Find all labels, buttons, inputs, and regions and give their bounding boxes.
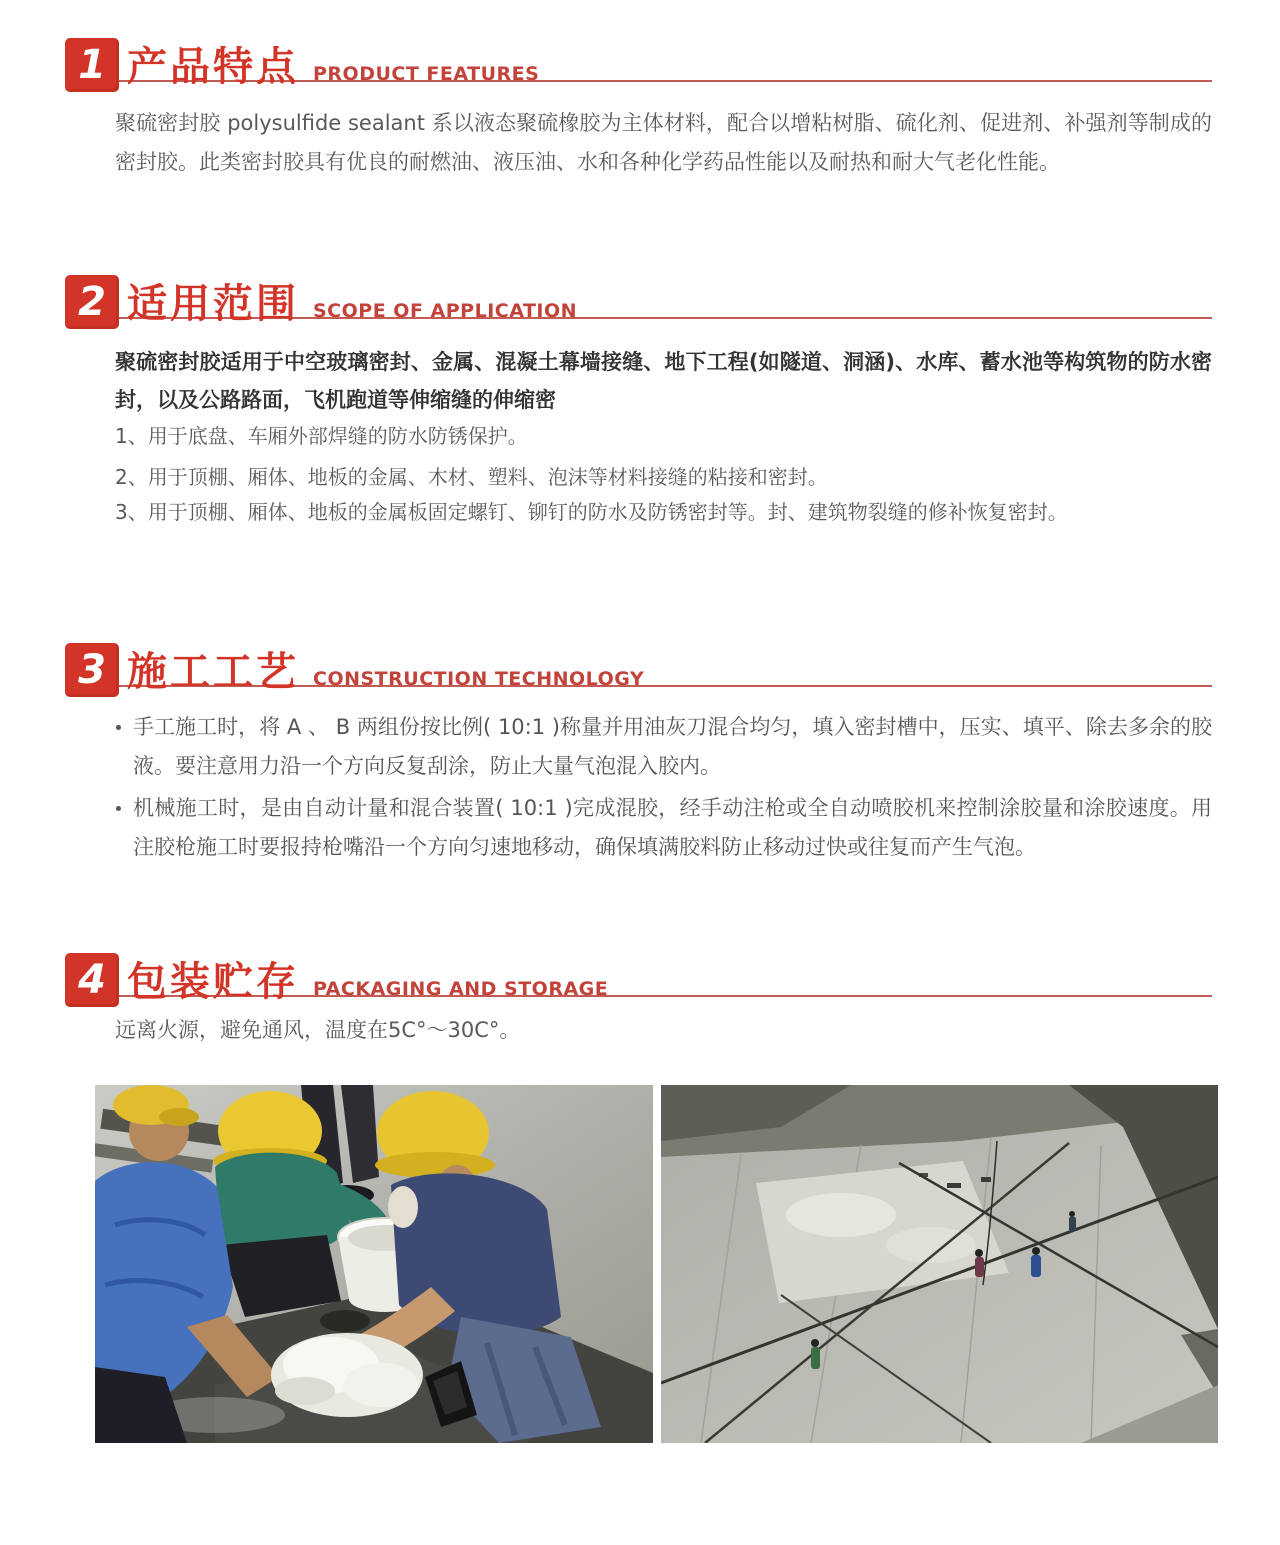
section-title-en: PRODUCT FEATURES xyxy=(313,63,540,85)
construction-bullet: 手工施工时，将 A 、 B 两组份按比例( 10:1 )称量并用油灰刀混合均匀，填入密封槽中，压实、填平、除去多余的胶液。要注意用力沿一个方向反复刮涂，防止大量气泡混入胶内。 xyxy=(133,708,1212,786)
scope-lead-paragraph: 聚硫密封胶适用于中空玻璃密封、金属、混凝土幕墙接缝、地下工程(如隧道、洞涵)、水库、蓄水池等构筑物的防水密封，以及公路路面，飞机跑道等伸缩缝的伸缩密 xyxy=(115,350,1212,412)
scope-list-item: 1、用于底盘、车厢外部焊缝的防水防锈保护。 xyxy=(115,424,528,448)
section-number-badge xyxy=(65,38,119,92)
section-header xyxy=(65,38,1212,94)
section-product-features xyxy=(0,38,1280,182)
construction-bullet: 机械施工时，是由自动计量和混合装置( 10:1 )完成混胶，经手动注枪或全自动喷胶机来控制涂胶量和涂胶速度。用注胶枪施工时要报持枪嘴沿一个方向匀速地移动，确保填满胶料防止移动过快或往复而产生气泡。 xyxy=(133,789,1212,867)
construction-bullet-list xyxy=(133,708,1212,867)
scope-list-item: 3、用于顶棚、厢体、地板的金属板固定螺钉、铆钉的防水及防锈密封等。封、建筑物裂缝的修补恢复密封。 xyxy=(115,500,1068,524)
section-packaging-and-storage xyxy=(0,953,1280,1045)
section-header xyxy=(65,643,1212,699)
section-number: 4 xyxy=(78,957,106,1003)
photo-sealant-application xyxy=(95,1085,653,1443)
section-number-badge xyxy=(65,953,119,1007)
section-title-en: SCOPE OF APPLICATION xyxy=(313,300,578,322)
section-title-zh: 施工工艺 xyxy=(127,649,299,695)
section-scope-of-application xyxy=(0,275,1280,526)
section-title-zh: 适用范围 xyxy=(127,281,299,327)
section-title-zh: 包装贮存 xyxy=(127,959,299,1005)
scope-list-item: 2、用于顶棚、厢体、地板的金属、木材、塑料、泡沫等材料接缝的粘接和密封。 xyxy=(115,465,828,489)
section-paragraph: 聚硫密封胶 polysulfide sealant 系以液态聚硫橡胶为主体材料，配合以增粘树脂、硫化剂、促进剂、补强剂等制成的密封胶。此类密封胶具有优良的耐燃油、液压油、水和各种化学药品性能以及耐热和耐大气老化性能。 xyxy=(115,111,1212,174)
section-number: 1 xyxy=(78,42,106,88)
section-title-en: CONSTRUCTION TECHNOLOGY xyxy=(313,668,645,690)
section-header xyxy=(65,953,1212,1009)
photo-dam-slope xyxy=(661,1085,1218,1443)
scope-list xyxy=(115,423,1212,526)
section-number: 3 xyxy=(78,647,106,693)
section-number-badge xyxy=(65,643,119,697)
section-title-zh: 产品特点 xyxy=(127,44,299,90)
sealant-photo-illustration xyxy=(95,1085,653,1443)
section-construction-technology xyxy=(0,643,1280,867)
section-number: 2 xyxy=(78,279,106,325)
section-header xyxy=(65,275,1212,331)
dam-photo-illustration xyxy=(661,1085,1218,1443)
section-titles xyxy=(127,950,608,1007)
section-titles xyxy=(127,272,577,329)
photo-row xyxy=(95,1085,1218,1443)
section-number-badge xyxy=(65,275,119,329)
storage-paragraph: 远离火源，避免通风，温度在5C°～30C°。 xyxy=(115,1018,521,1042)
section-titles xyxy=(127,35,539,92)
section-title-en: PACKAGING AND STORAGE xyxy=(313,978,609,1000)
section-titles xyxy=(127,640,644,697)
